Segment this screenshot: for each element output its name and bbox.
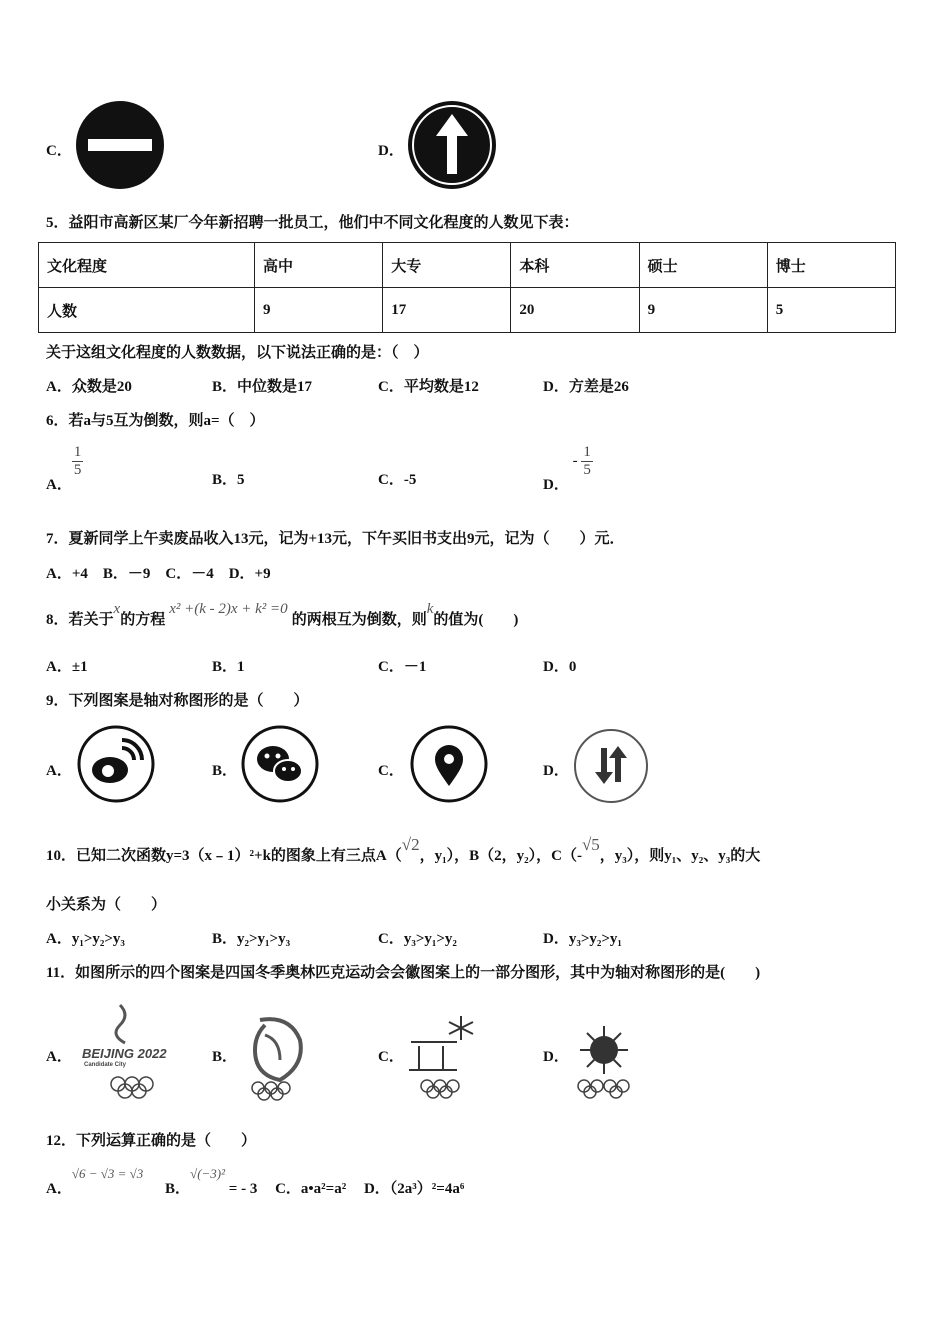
q5-question: 关于这组文化程度的人数数据，以下说法正确的是：（ ）: [46, 345, 429, 361]
q5-stem: 5．益阳市高新区某厂今年新招聘一批员工，他们中不同文化程度的人数见下表：: [46, 215, 579, 231]
table-row: [39, 288, 896, 333]
no-entry-sign-icon: [74, 100, 168, 190]
q5-option-d: D．方差是26: [543, 379, 629, 395]
option-c: C．a•a²=a²: [275, 1181, 347, 1197]
q6-option-a: [46, 444, 83, 493]
q8-option-c: C．－1: [378, 659, 427, 675]
option-label: A．: [46, 476, 72, 493]
q11-option-d: D．: [543, 1049, 569, 1065]
q11-option-b: B．: [212, 1049, 238, 1065]
q10-option-c: C．y₃>y₁>y₂: [378, 931, 457, 947]
text: ，y₁），B（2，y₂），C（-: [419, 848, 582, 864]
fraction: [72, 444, 84, 479]
q12-options: [46, 1162, 465, 1197]
table-cell: 9: [639, 288, 767, 333]
table-cell: 5: [767, 288, 895, 333]
q5-option-a: A．众数是20: [46, 379, 132, 395]
text: 10．已知二次函数y=3（x﹣1）²+k的图象上有三点A（: [46, 848, 402, 864]
q8-stem: [46, 597, 519, 628]
minus-sign: -: [572, 452, 578, 469]
option-b-label: B．: [165, 1181, 191, 1197]
up-down-arrows-icon: [571, 726, 651, 806]
q10-option-a: A．y₁>y₂>y₃: [46, 931, 125, 947]
table-cell: 本科: [511, 243, 639, 288]
q9-option-b: B．: [212, 763, 238, 779]
table-cell: 博士: [767, 243, 895, 288]
q9-option-d: D．: [543, 763, 569, 779]
beijing-2022-logo-icon: [80, 1000, 190, 1100]
q9-option-c: C．: [378, 763, 404, 779]
text: 的值为( ): [433, 612, 519, 628]
q11-stem: 11．如图所示的四个图案是四国冬季奥林匹克运动会会徽图案上的一部分图形，其中为轴对称图形的是( ): [46, 965, 761, 981]
q11-option-c: C．: [378, 1049, 404, 1065]
option-a-label: A．: [46, 1181, 72, 1197]
table-cell: 9: [255, 288, 383, 333]
math-var: k: [426, 601, 434, 617]
gate-star-emblem-icon: [405, 1012, 485, 1104]
logo-subtext: Candidate City: [84, 1062, 127, 1068]
education-table: [38, 242, 896, 333]
option-a-expr: √6 − √3 = √3: [71, 1166, 144, 1181]
text: 8．若关于: [46, 612, 114, 628]
numerator: 1: [73, 444, 82, 460]
q8-option-b: B．1: [212, 659, 245, 675]
denominator: 5: [73, 462, 82, 478]
weibo-logo-icon: [76, 724, 156, 804]
phoenix-emblem-icon: [240, 1010, 310, 1105]
table-header-row: [39, 243, 896, 288]
ahead-only-sign-icon: [406, 100, 500, 190]
option-c-label: C．: [46, 143, 72, 159]
math-var: x: [113, 601, 121, 617]
table-cell: 人数: [39, 288, 255, 333]
logo-text: BEIJING 2022: [82, 1046, 167, 1061]
q6-stem: 6．若a与5互为倒数，则a=（ ）: [46, 413, 265, 429]
table-cell: 高中: [255, 243, 383, 288]
q6-option-c: C．-5: [378, 472, 417, 488]
option-d-label: D．: [378, 143, 404, 159]
option-b-expr: √(−3)²: [190, 1166, 226, 1181]
denominator: 5: [583, 462, 591, 478]
numerator: 1: [583, 444, 591, 460]
q5-option-c: C．平均数是12: [378, 379, 479, 395]
q7-stem: 7．夏新同学上午卖废品收入13元，记为+13元，下午买旧书支出9元，记为（ ）元．: [46, 531, 625, 547]
q5-option-b: B．中位数是17: [212, 379, 313, 395]
q6-option-b: B．5: [212, 472, 245, 488]
table-cell: 17: [383, 288, 511, 333]
q7-options: A．+4 B．－9 C．－4 D．+9: [46, 566, 271, 582]
sqrt: √5: [581, 835, 600, 854]
text: 的两根互为倒数，则: [291, 612, 427, 628]
option-b-tail: = - 3: [228, 1181, 258, 1197]
text: ，y₃），则y₁、y₂、y₃的大: [599, 848, 761, 864]
q10-stem: [46, 834, 761, 864]
q9-option-a: A．: [46, 763, 72, 779]
equation: x² +(k - 2)x + k² =0: [169, 601, 288, 617]
location-pin-icon: [409, 724, 489, 804]
table-cell: 大专: [383, 243, 511, 288]
option-d: D．（2a³）²=4a⁶: [363, 1181, 465, 1197]
q8-option-d: D．0: [543, 659, 577, 675]
q10-stem-line2: 小关系为（ ）: [46, 897, 167, 913]
q10-option-b: B．y₂>y₁>y₃: [212, 931, 291, 947]
q12-stem: 12．下列运算正确的是（ ）: [46, 1133, 257, 1149]
table-cell: 硕士: [639, 243, 767, 288]
sqrt: √2: [401, 835, 420, 854]
table-cell: 20: [511, 288, 639, 333]
q8-option-a: A．±1: [46, 659, 88, 675]
wechat-logo-icon: [240, 724, 320, 804]
table-cell: 文化程度: [39, 243, 255, 288]
q9-stem: 9．下列图案是轴对称图形的是（ ）: [46, 693, 309, 709]
option-label: D．: [543, 476, 569, 493]
fraction: [581, 444, 593, 479]
text: 的方程: [120, 612, 166, 628]
q11-option-a: A．: [46, 1049, 72, 1065]
q6-option-d: [543, 444, 593, 493]
q10-option-d: D．y₃>y₂>y₁: [543, 931, 622, 947]
snowflake-emblem-icon: [572, 1020, 636, 1104]
